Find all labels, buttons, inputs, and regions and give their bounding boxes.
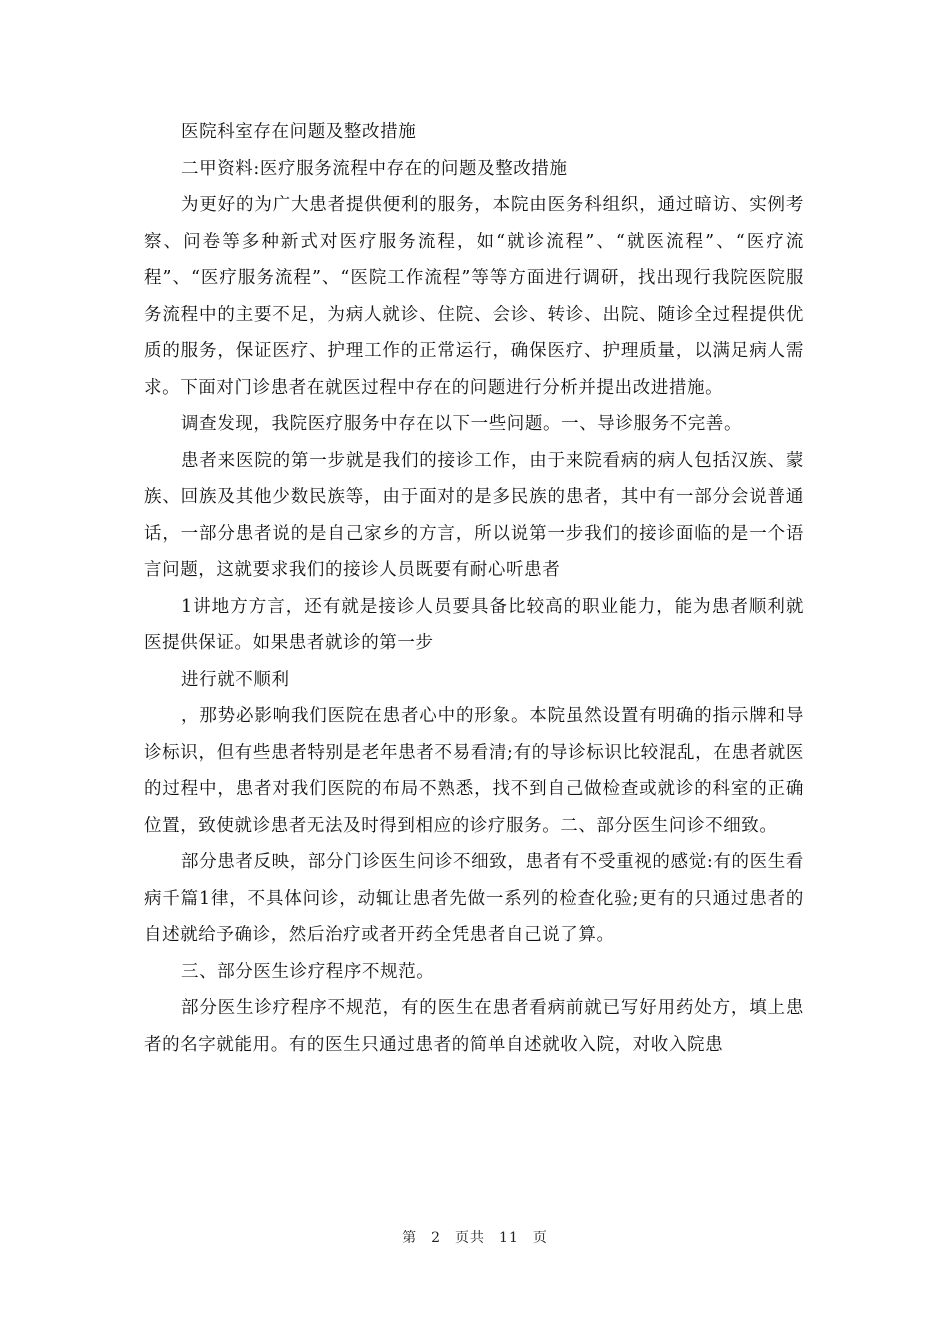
paragraph-consultation: 部分患者反映，部分门诊医生问诊不细致，患者有不受重视的感觉:有的医生看病千篇1律，不具体问诊，动辄让患者先做一系列的检查化验;更有的只通过患者的自述就给予确诊，然后治疗或者开药全凭患者自己说了算。 [144, 852, 804, 945]
paragraph-reception: 患者来医院的第一步就是我们的接诊工作，由于来院看病的病人包括汉族、蒙族、回族及其他少数民族等，由于面对的是多民族的患者，其中有一部分会说普通话，一部分患者说的是自己家乡的方言，所以说第一步我们的接诊面临的是一个语言问题，这就要求我们的接诊人员既要有耐心听患者 [144, 450, 804, 580]
document-body [144, 114, 804, 1063]
paragraph-intro: 为更好的为广大患者提供便利的服务，本院由医务科组织，通过暗访、实例考察、问卷等多种新式对医疗服务流程，如“就诊流程”、“就医流程”、“医疗流程”、“医疗服务流程”、“医院工作流程”等等方面进行调研，找出现行我院医院服务流程中的主要不足，为病人就诊、住院、会诊、转诊、出院、随诊全过程提供优质的服务，保证医疗、护理工作的正常运行，确保医疗、护理质量，以满足病人需求。下面对门诊患者在就医过程中存在的问题进行分析并提出改进措施。 [144, 195, 804, 398]
footer-suffix: 页 [532, 1230, 548, 1246]
paragraph-fragment: 进行就不顺利 [181, 669, 290, 690]
footer-total-pages: 11 [499, 1230, 519, 1246]
footer-page-number: 2 [431, 1230, 442, 1246]
page-footer [0, 1227, 950, 1247]
paragraph-findings: 调查发现，我院医疗服务中存在以下一些问题。一、导诊服务不完善。 [181, 414, 743, 434]
section-heading-three: 三、部分医生诊疗程序不规范。 [181, 961, 435, 982]
paragraph-dialect: 1讲地方方言，还有就是接诊人员要具备比较高的职业能力，能为患者顺利就医提供保证。如果患者就诊的第一步 [144, 596, 804, 653]
footer-middle: 页共 [455, 1230, 486, 1246]
document-title: 医院科室存在问题及整改措施 [181, 122, 417, 142]
footer-prefix: 第 [402, 1230, 418, 1246]
paragraph-signage: ，那势必影响我们医院在患者心中的形象。本院虽然设置有明确的指示牌和导诊标识，但有些患者特别是老年患者不易看清;有的导诊标识比较混乱，在患者就医的过程中，患者对我们医院的布局不熟悉，找不到自己做检查或就诊的科室的正确位置，致使就诊患者无法及时得到相应的诊疗服务。二、部分医生问诊不细致。 [144, 706, 804, 836]
paragraph-procedure: 部分医生诊疗程序不规范，有的医生在患者看病前就已写好用药处方，填上患者的名字就能用。有的医生只通过患者的简单自述就收入院，对收入院患 [144, 998, 804, 1055]
document-subtitle: 二甲资料:医疗服务流程中存在的问题及整改措施 [181, 158, 568, 179]
